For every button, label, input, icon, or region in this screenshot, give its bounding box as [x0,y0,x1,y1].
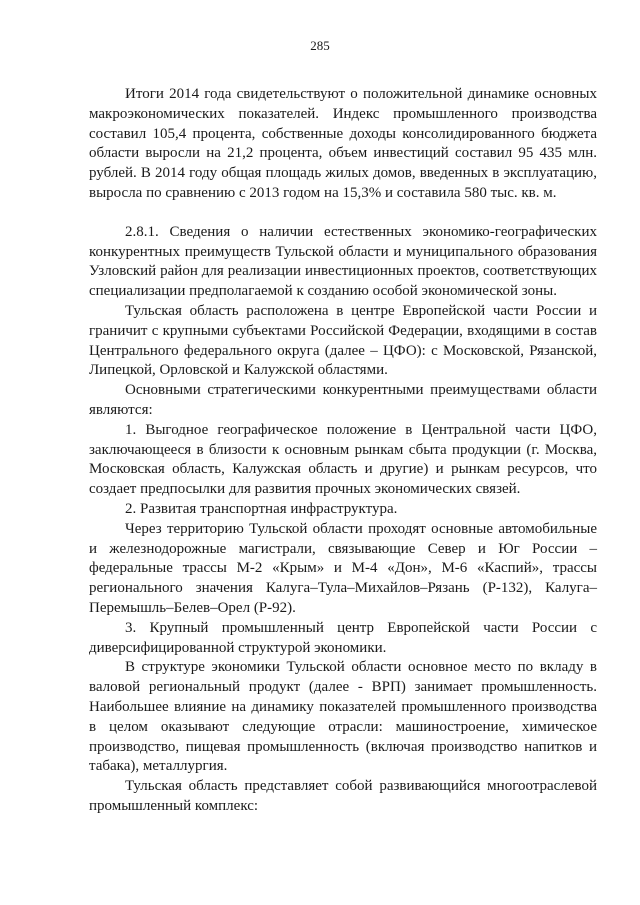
paragraph-economy-structure: В структуре экономики Тульской области основное место по вкладу в валовой региональный продукт (далее - ВРП) занимает промышленность. Наибольшее влияние на динамику показателей промышленного производства в целом оказывают следующие отрасли: машиностроение, химическое производство, пищевая промышленность (включая производство напитков и табака), металлургия. [89,659,597,775]
section-heading-2-8-1: 2.8.1. Сведения о наличии естественных экономико-географических конкурентных преимуществ Тульской области и муниципального образования Узловский район для реализации инвестиционных проектов, соответствующих специализации предполагаемой к созданию особой экономической зоны. [89,223,597,300]
list-item-1: 1. Выгодное географическое положение в Центральной части ЦФО, заключающееся в близости к основным рынкам сбыта продукции (г. Москва, Московская область, Калужская область и другие) и рынкам ресурсов, что создает предпосылки для развития прочных экономических связей. [89,421,597,498]
paragraph-industrial-complex: Тульская область представляет собой развивающийся многоотраслевой промышленный комплекс: [89,778,597,814]
paragraph-advantages-intro: Основными стратегическими конкурентными преимуществами области являются: [89,382,597,418]
paragraph-location: Тульская область расположена в центре Европейской части России и граничит с крупными субъектами Российской Федерации, входящими в состав Центрального федерального округа (далее – ЦФО): с Московской, Рязанской, Липецкой, Орловской и Калужской областями. [89,302,597,379]
paragraph-transport: Через территорию Тульской области проходят основные автомобильные и железнодорожные магистрали, связывающие Север и Юг России – федеральные трассы М-2 «Крым» и М-4 «Дон», М-6 «Каспий», трассы регионального значения Калуга–Тула–Михайлов–Рязань (Р-132), Калуга–Перемышль–Белев–Орел (Р-92). [89,520,597,616]
list-item-2: 2. Развитая транспортная инфраструктура. [125,500,398,517]
page-number: 285 [310,38,330,53]
paragraph-results-2014: Итоги 2014 года свидетельствуют о положительной динамике основных макроэкономических показателей. Индекс промышленного производства составил 105,4 процента, собственные доходы консолидированного бюджета области выросли на 21,2 процента, объем инвестиций составил 95 435 млн. рублей. В 2014 году общая площадь жилых домов, введенных в эксплуатацию, выросла по сравнению с 2013 годом на 15,3% и составила 580 тыс. кв. м. [89,86,597,201]
document-body [89,85,597,817]
list-item-3: 3. Крупный промышленный центр Европейской части России с диверсифицированной структурой экономики. [89,619,597,656]
